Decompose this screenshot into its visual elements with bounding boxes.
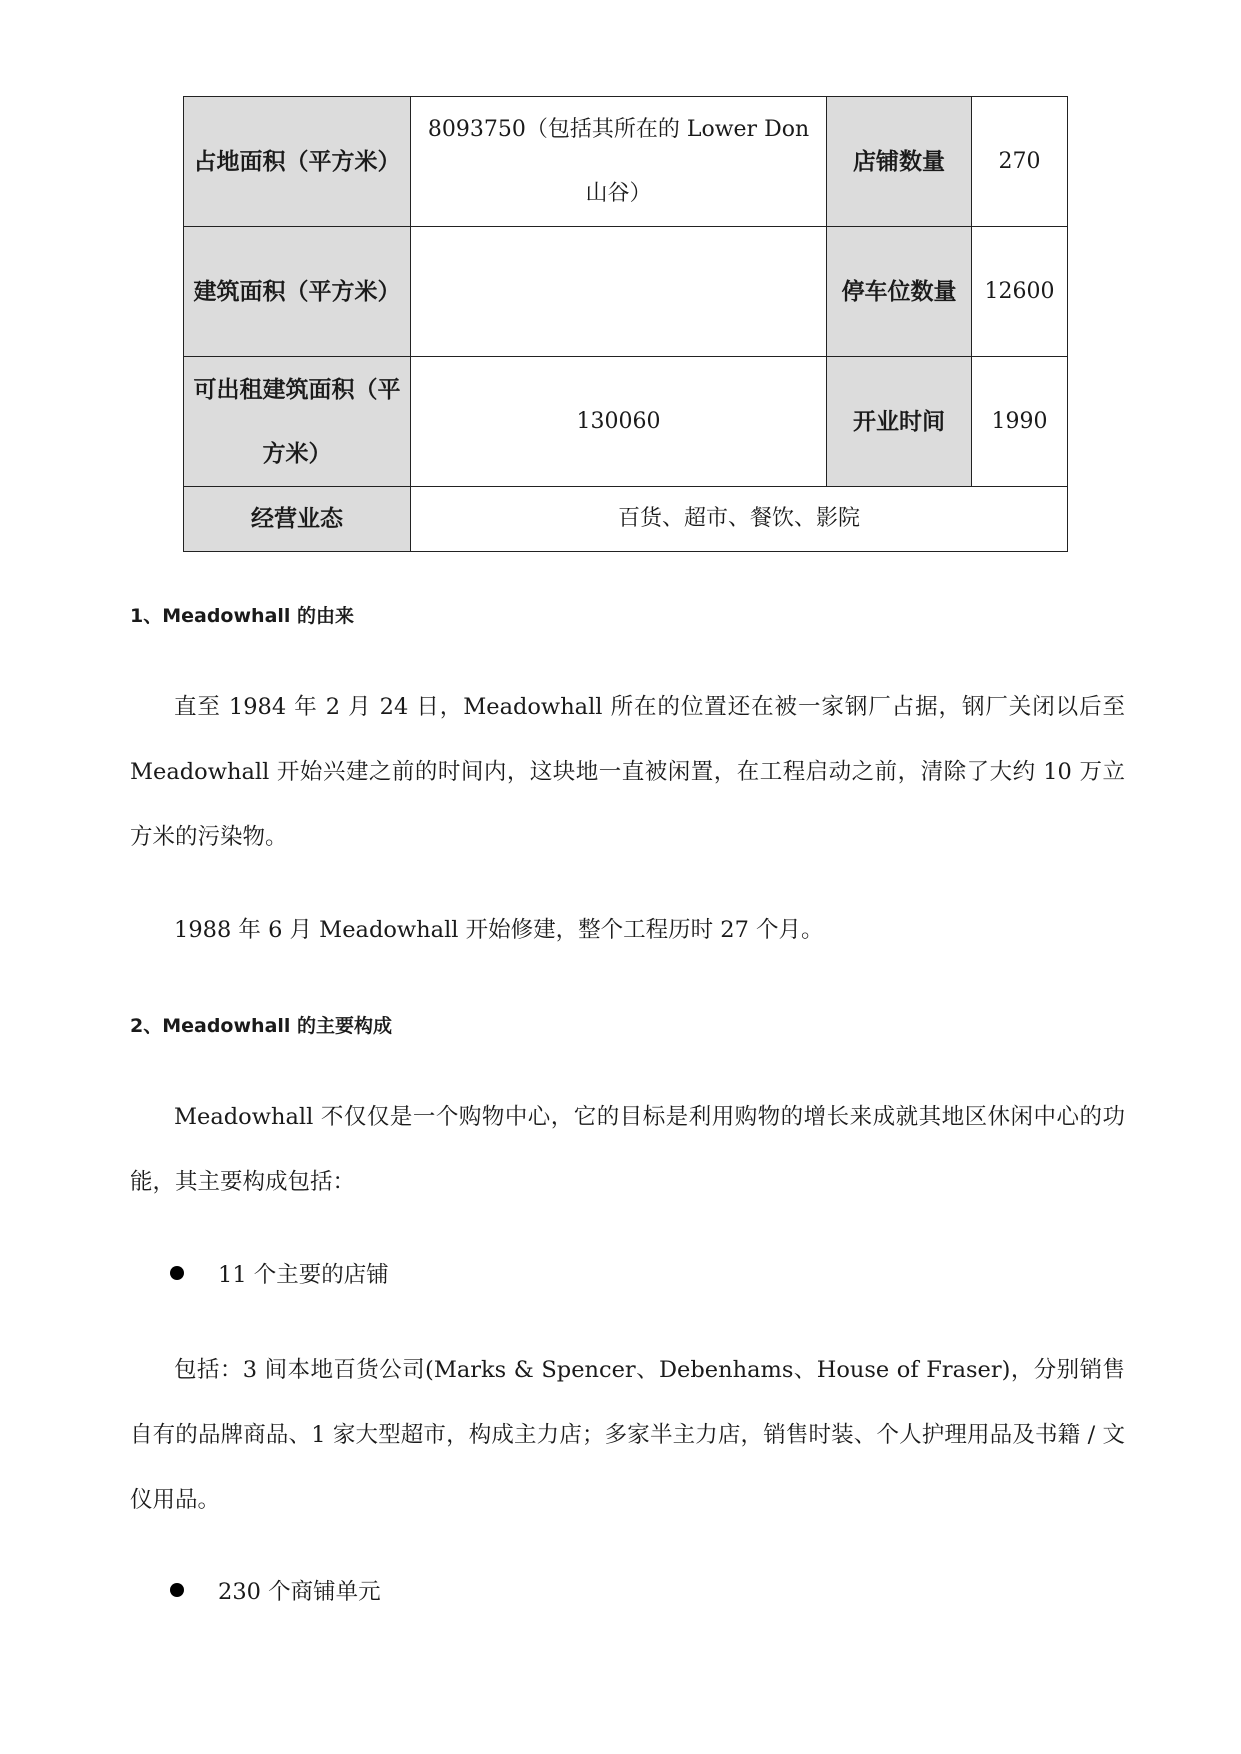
- bullet-text: 11 个主要的店铺: [218, 1262, 389, 1288]
- value-land-area: 8093750（包括其所在的 Lower Don 山谷）: [411, 97, 827, 227]
- bullet-item-shop-units: [170, 1572, 381, 1612]
- table-row: [184, 227, 1068, 357]
- paragraph-construction: 1988 年 6 月 Meadowhall 开始修建，整个工程历时 27 个月。: [174, 917, 824, 943]
- section-title-origin: 1、Meadowhall 的由来: [130, 605, 355, 627]
- label-business-type: 经营业态: [184, 487, 411, 552]
- table-row: [184, 97, 1068, 227]
- value-business-type: 百货、超市、餐饮、影院: [411, 487, 1068, 552]
- bullet-item-major-stores: [170, 1255, 389, 1295]
- label-building-area: 建筑面积（平方米）: [184, 227, 411, 357]
- value-store-count: 270: [972, 97, 1068, 227]
- bullet-dot-icon: [170, 1583, 184, 1597]
- label-store-count: 店铺数量: [827, 97, 972, 227]
- value-opening-time: 1990: [972, 357, 1068, 487]
- value-parking-count: 12600: [972, 227, 1068, 357]
- value-building-area: [411, 227, 827, 357]
- label-parking-count: 停车位数量: [827, 227, 972, 357]
- value-leasable-area: 130060: [411, 357, 827, 487]
- label-leasable-area: 可出租建筑面积（平方米）: [184, 357, 411, 487]
- bullet-text: 230 个商铺单元: [218, 1579, 381, 1605]
- section-title-composition: 2、Meadowhall 的主要构成: [130, 1015, 393, 1037]
- table-row: [184, 487, 1068, 552]
- info-table: [183, 96, 1068, 552]
- paragraph-origin-history: 直至 1984 年 2 月 24 日，Meadowhall 所在的位置还在被一家钢厂占据，钢厂关闭以后至 Meadowhall 开始兴建之前的时间内，这块地一直被闲置，在工程启动之前，清除了大约 10 万立方米的污染物。: [130, 694, 1125, 850]
- label-land-area: 占地面积（平方米）: [184, 97, 411, 227]
- paragraph-major-stores-detail: 包括：3 间本地百货公司(Marks & Spencer、Debenhams、House of Fraser)，分别销售自有的品牌商品、1 家大型超市，构成主力店；多家半主力店，销售时装、个人护理用品及书籍 / 文仪用品。: [130, 1357, 1125, 1513]
- table-row: [184, 357, 1068, 487]
- label-opening-time: 开业时间: [827, 357, 972, 487]
- paragraph-composition-intro: Meadowhall 不仅仅是一个购物中心，它的目标是利用购物的增长来成就其地区休闲中心的功能，其主要构成包括：: [130, 1104, 1125, 1195]
- bullet-dot-icon: [170, 1266, 184, 1280]
